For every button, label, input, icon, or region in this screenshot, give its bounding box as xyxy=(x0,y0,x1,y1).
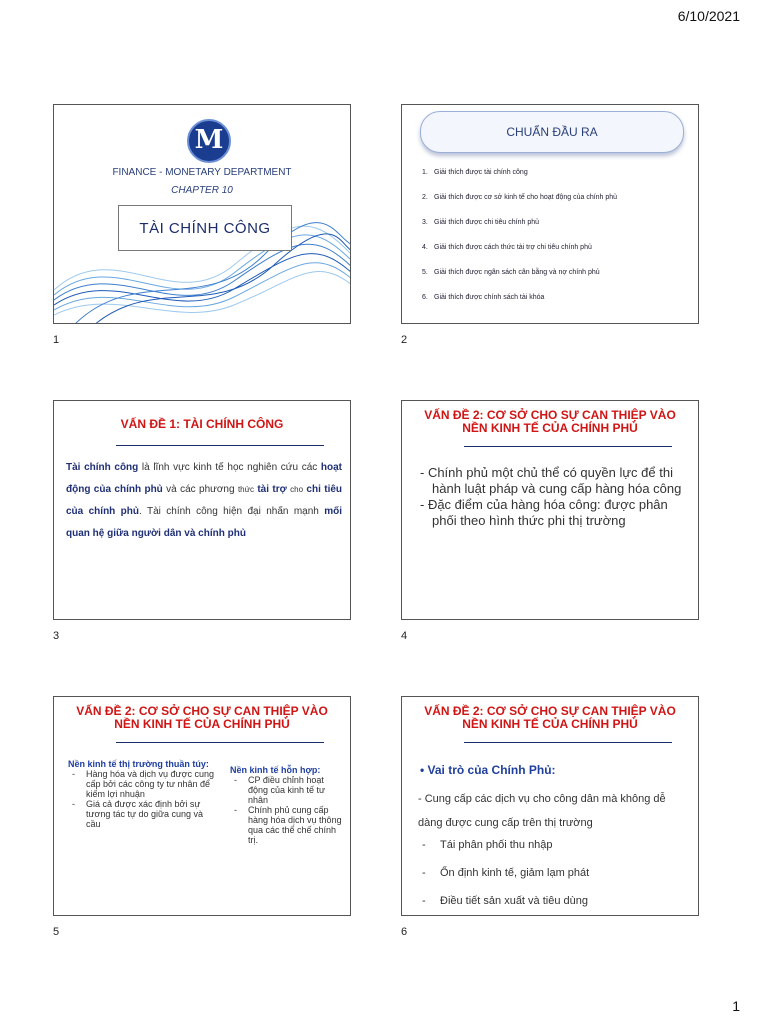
slide-number: 5 xyxy=(53,926,60,938)
market-economy-column xyxy=(68,759,214,829)
slide-2[interactable] xyxy=(401,104,699,324)
bullet-point: - Đặc điểm của hàng hóa công: được phân phối theo hình thức phi thị trường xyxy=(420,497,668,528)
mixed-economy-column xyxy=(230,765,342,845)
slide-title: VẤN ĐỀ 2: CƠ SỞ CHO SỰ CAN THIỆP VÀO NỀN KINH TẾ CỦA CHÍNH PHỦ xyxy=(424,704,676,731)
slide-number: 2 xyxy=(401,334,408,346)
slide-title: VẤN ĐỀ 2: CƠ SỞ CHO SỰ CAN THIỆP VÀO NỀN KINH TẾ CỦA CHÍNH PHỦ xyxy=(424,408,676,435)
title-divider xyxy=(116,445,324,446)
title-divider xyxy=(464,742,672,743)
slide-number: 3 xyxy=(53,630,60,642)
list-item: 4. Giải thích được cách thức tài trợ chi tiêu chính phủ xyxy=(422,244,592,251)
column-heading: Nền kinh tế hỗn hợp: xyxy=(230,765,321,775)
slide-number: 4 xyxy=(401,630,408,642)
list-item: 2. Giải thích được cơ sở kinh tế cho hoạt động của chính phủ xyxy=(422,194,618,201)
title-divider xyxy=(464,446,672,447)
slide-title: VẤN ĐỀ 1: TÀI CHÍNH CÔNG xyxy=(120,417,284,431)
slide-number: 1 xyxy=(53,334,60,346)
slide-title: TÀI CHÍNH CÔNG xyxy=(118,205,292,251)
bullet-point: - Chính phủ một chủ thể có quyền lực để thi hành luật pháp và cung cấp hàng hóa công xyxy=(420,465,682,496)
slide-4[interactable] xyxy=(401,400,699,620)
role-list xyxy=(418,833,589,916)
outcome-list xyxy=(422,169,617,319)
slide-number: 6 xyxy=(401,926,408,938)
section-heading: • Vai trò của Chính Phủ: xyxy=(420,763,556,777)
page-number: 1 xyxy=(732,998,740,1014)
list-item: 1. Giải thích được tài chính công xyxy=(422,169,528,176)
department-label: FINANCE - MONETARY DEPARTMENT xyxy=(112,167,292,178)
definition-text: Tài chính công là lĩnh vực kinh tế học nghiên cứu các hoạt động của chính phủ và các phương thức tài trợ cho chi tiêu của chính phủ. Tài chính công hiện đại nhấn mạnh mối quan hệ giữa người dân và chính phủ xyxy=(66,462,343,539)
intro-text: - Cung cấp các dịch vụ cho công dân mà không dễ dàng được cung cấp trên thị trường xyxy=(418,793,666,829)
title-divider xyxy=(116,742,324,743)
list-item: - Chính phủ cung cấp hàng hóa dịch vụ thông qua các thể chế chính trị. xyxy=(230,805,342,845)
slide-title: CHUẨN ĐẦU RA xyxy=(420,111,684,153)
column-heading: Nền kinh tế thị trường thuần túy: xyxy=(68,759,209,769)
slide-3[interactable] xyxy=(53,400,351,620)
print-date: 6/10/2021 xyxy=(677,8,740,24)
list-item: 5. Giải thích được ngân sách cân bằng và nợ chính phủ xyxy=(422,269,600,276)
slide-title: VẤN ĐỀ 2: CƠ SỞ CHO SỰ CAN THIỆP VÀO NỀN KINH TẾ CỦA CHÍNH PHỦ xyxy=(76,704,328,731)
list-item: - Hàng hóa và dịch vụ được cung cấp bởi các công ty tư nhân để kiếm lợi nhuận xyxy=(68,769,214,799)
slide-5[interactable] xyxy=(53,696,351,916)
logo xyxy=(187,119,231,163)
list-item: 3. Giải thích được chi tiêu chính phủ xyxy=(422,219,539,226)
list-item: - Điều tiết sản xuất và tiêu dùng xyxy=(418,889,589,916)
logo-letter: M xyxy=(194,125,224,155)
slide-1[interactable] xyxy=(53,104,351,324)
chapter-label: CHAPTER 10 xyxy=(171,185,233,196)
list-item: - CP điều chỉnh hoạt động của kinh tế tư nhân xyxy=(230,775,342,805)
list-item: - Tái phân phối thu nhập xyxy=(418,833,589,861)
list-item: - Giá cả được xác định bởi sự tương tác tự do giữa cung và cầu xyxy=(68,799,214,829)
slide-6[interactable] xyxy=(401,696,699,916)
list-item: 6. Giải thích được chính sách tài khóa xyxy=(422,294,545,301)
slide-body xyxy=(420,465,690,529)
list-item: - Ổn định kinh tế, giảm lạm phát xyxy=(418,861,589,889)
